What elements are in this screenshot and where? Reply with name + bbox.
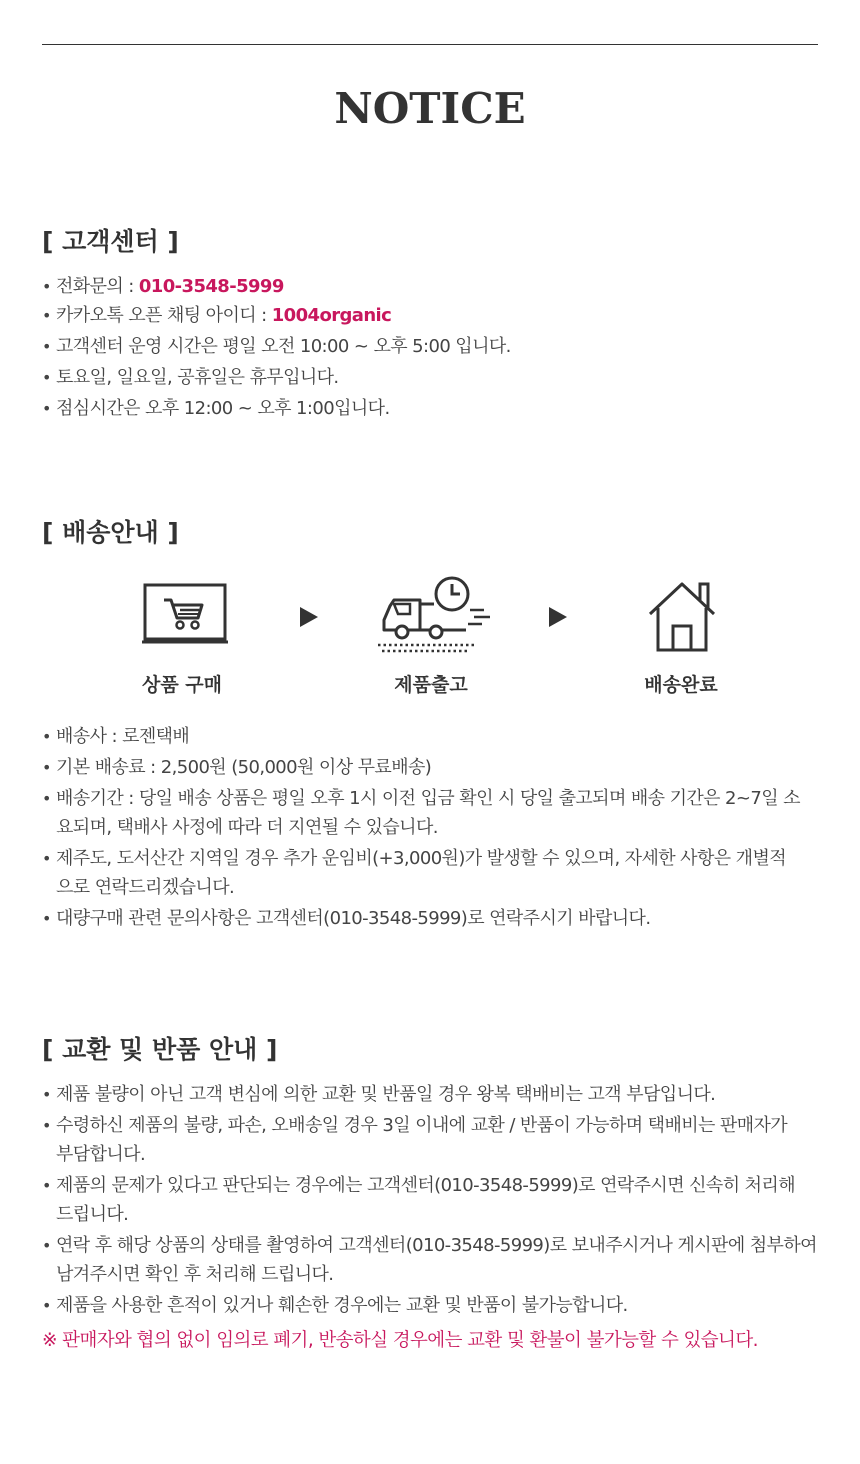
step-label-shipped: 제품출고 [394,674,468,696]
list-item: • 제품의 문제가 있다고 판단되는 경우에는 고객센터(010-3548-5999)로 연락주시면 신속히 처리해 드립니다. [42,1171,816,1229]
customer-center-list [42,272,832,423]
exchange-heading: [ 교환 및 반품 안내 ] [42,1035,278,1064]
house-icon [644,578,720,654]
top-divider [42,44,818,45]
warning-notice: ※ 판매자와 협의 없이 임의로 폐기, 반송하실 경우에는 교환 및 환불이 불가능할 수 있습니다. [42,1330,758,1351]
list-item: • 고객센터 운영 시간은 평일 오전 10:00 ~ 오후 5:00 입니다. [42,332,832,361]
list-item: • 기본 배송료 : 2,500원 (50,000원 이상 무료배송) [42,753,832,782]
shipping-list [42,722,832,933]
step-label-purchase: 상품 구매 [141,674,223,696]
list-item: • 제품을 사용한 흔적이 있거나 훼손한 경우에는 교환 및 반품이 불가능합니다. [42,1291,832,1320]
exchange-list [42,1080,832,1320]
page-title: NOTICE [334,84,526,133]
arrow-right-icon [300,607,318,627]
list-item: • 제품 불량이 아닌 고객 변심에 의한 교환 및 반품일 경우 왕복 택배비는 고객 부담입니다. [42,1080,832,1109]
monitor-cart-icon [140,580,230,652]
list-item: • 연락 후 해당 상품의 상태를 촬영하여 고객센터(010-3548-5999)로 보내주시거나 게시판에 첨부하여 남겨주시면 확인 후 처리해 드립니다. [42,1231,826,1289]
phone-label: 전화문의 : [56,276,139,297]
arrow-right-icon [549,607,567,627]
list-item: • 배송기간 : 당일 배송 상품은 평일 오후 1시 이전 입금 확인 시 당일 출고되며 배송 기간은 2~7일 소요되며, 택배사 사정에 따라 더 지연될 수 있습니다. [42,784,816,842]
delivery-truck-icon [372,574,494,660]
list-item [42,272,832,301]
list-item: • 토요일, 일요일, 공휴일은 휴무입니다. [42,363,832,392]
step-label-delivered: 배송완료 [644,674,718,696]
list-item: • 수령하신 제품의 불량, 파손, 오배송일 경우 3일 이내에 교환 / 반품이 가능하며 택배비는 판매자가 부담합니다. [42,1111,796,1169]
shipping-heading: [ 배송안내 ] [42,518,179,547]
list-item: • 배송사 : 로젠택배 [42,722,832,751]
phone-number[interactable]: 010-3548-5999 [138,276,284,297]
list-item: • 제주도, 도서산간 지역일 경우 추가 운임비(+3,000원)가 발생할 수 있으며, 자세한 사항은 개별적으로 연락드리겠습니다. [42,844,796,902]
kakao-id: 1004organic [271,305,392,326]
customer-center-heading: [ 고객센터 ] [42,227,179,256]
kakao-label: 카카오톡 오픈 채팅 아이디 : [56,305,272,326]
list-item: • 점심시간은 오후 12:00 ~ 오후 1:00입니다. [42,394,832,423]
list-item [42,301,832,330]
list-item: • 대량구매 관련 문의사항은 고객센터(010-3548-5999)로 연락주시기 바랍니다. [42,904,832,933]
